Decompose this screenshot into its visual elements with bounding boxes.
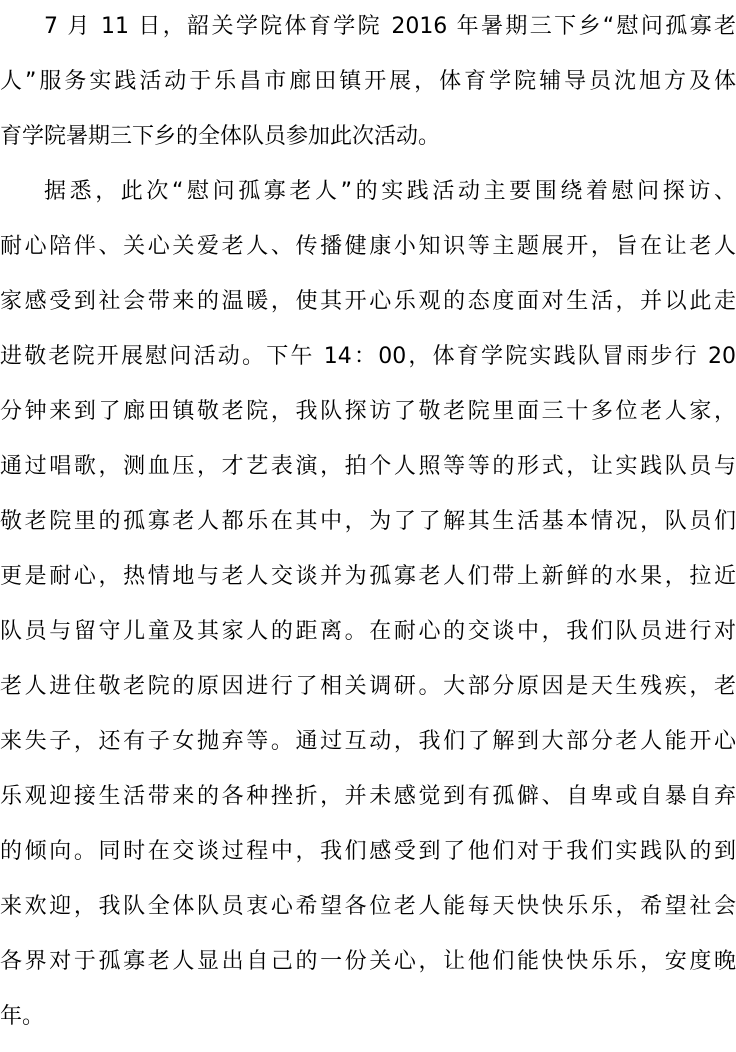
paragraph-line: 年。 [0,1004,45,1029]
paragraph-line: 据悉，此次“慰问孤寡老人”的实践活动主要围绕着慰问探访、 [44,179,736,204]
paragraph-line: 人”服务实践活动于乐昌市廊田镇开展，体育学院辅导员沈旭方及体 [0,69,736,94]
paragraph-line: 育学院暑期三下乡的全体队员参加此次活动。 [0,124,441,149]
paragraph-line: 进敬老院开展慰问活动。下午 14：00，体育学院实践队冒雨步行 20 [0,344,736,369]
paragraph-line: 敬老院里的孤寡老人都乐在其中，为了了解其生活基本情况，队员们 [0,509,736,534]
paragraph-line: 的倾向。同时在交谈过程中，我们感受到了他们对于我们实践队的到 [0,839,736,864]
paragraph-line: 7 月 11 日，韶关学院体育学院 2016 年暑期三下乡“慰问孤寡老 [44,14,736,39]
paragraph-line: 家感受到社会带来的温暖，使其开心乐观的态度面对生活，并以此走 [0,289,736,314]
paragraph-line: 各界对于孤寡老人显出自己的一份关心，让他们能快快乐乐，安度晚 [0,949,736,974]
paragraph-line: 来失子，还有子女抛弃等。通过互动，我们了解到大部分老人能开心 [0,729,736,754]
paragraph-line: 分钟来到了廊田镇敬老院，我队探访了敬老院里面三十多位老人家， [0,399,736,424]
paragraph-line: 耐心陪伴、关心关爱老人、传播健康小知识等主题展开，旨在让老人 [0,234,736,259]
paragraph-line: 更是耐心，热情地与老人交谈并为孤寡老人们带上新鲜的水果，拉近 [0,564,736,589]
paragraph-line: 老人进住敬老院的原因进行了相关调研。大部分原因是天生残疾，老 [0,674,736,699]
paragraph-line: 队员与留守儿童及其家人的距离。在耐心的交谈中，我们队员进行对 [0,619,736,644]
paragraph-line: 来欢迎，我队全体队员衷心希望各位老人能每天快快乐乐，希望社会 [0,894,736,919]
paragraph-line: 乐观迎接生活带来的各种挫折，并未感觉到有孤僻、自卑或自暴自弃 [0,784,736,809]
paragraph-line: 通过唱歌，测血压，才艺表演，拍个人照等等的形式，让实践队员与 [0,454,736,479]
